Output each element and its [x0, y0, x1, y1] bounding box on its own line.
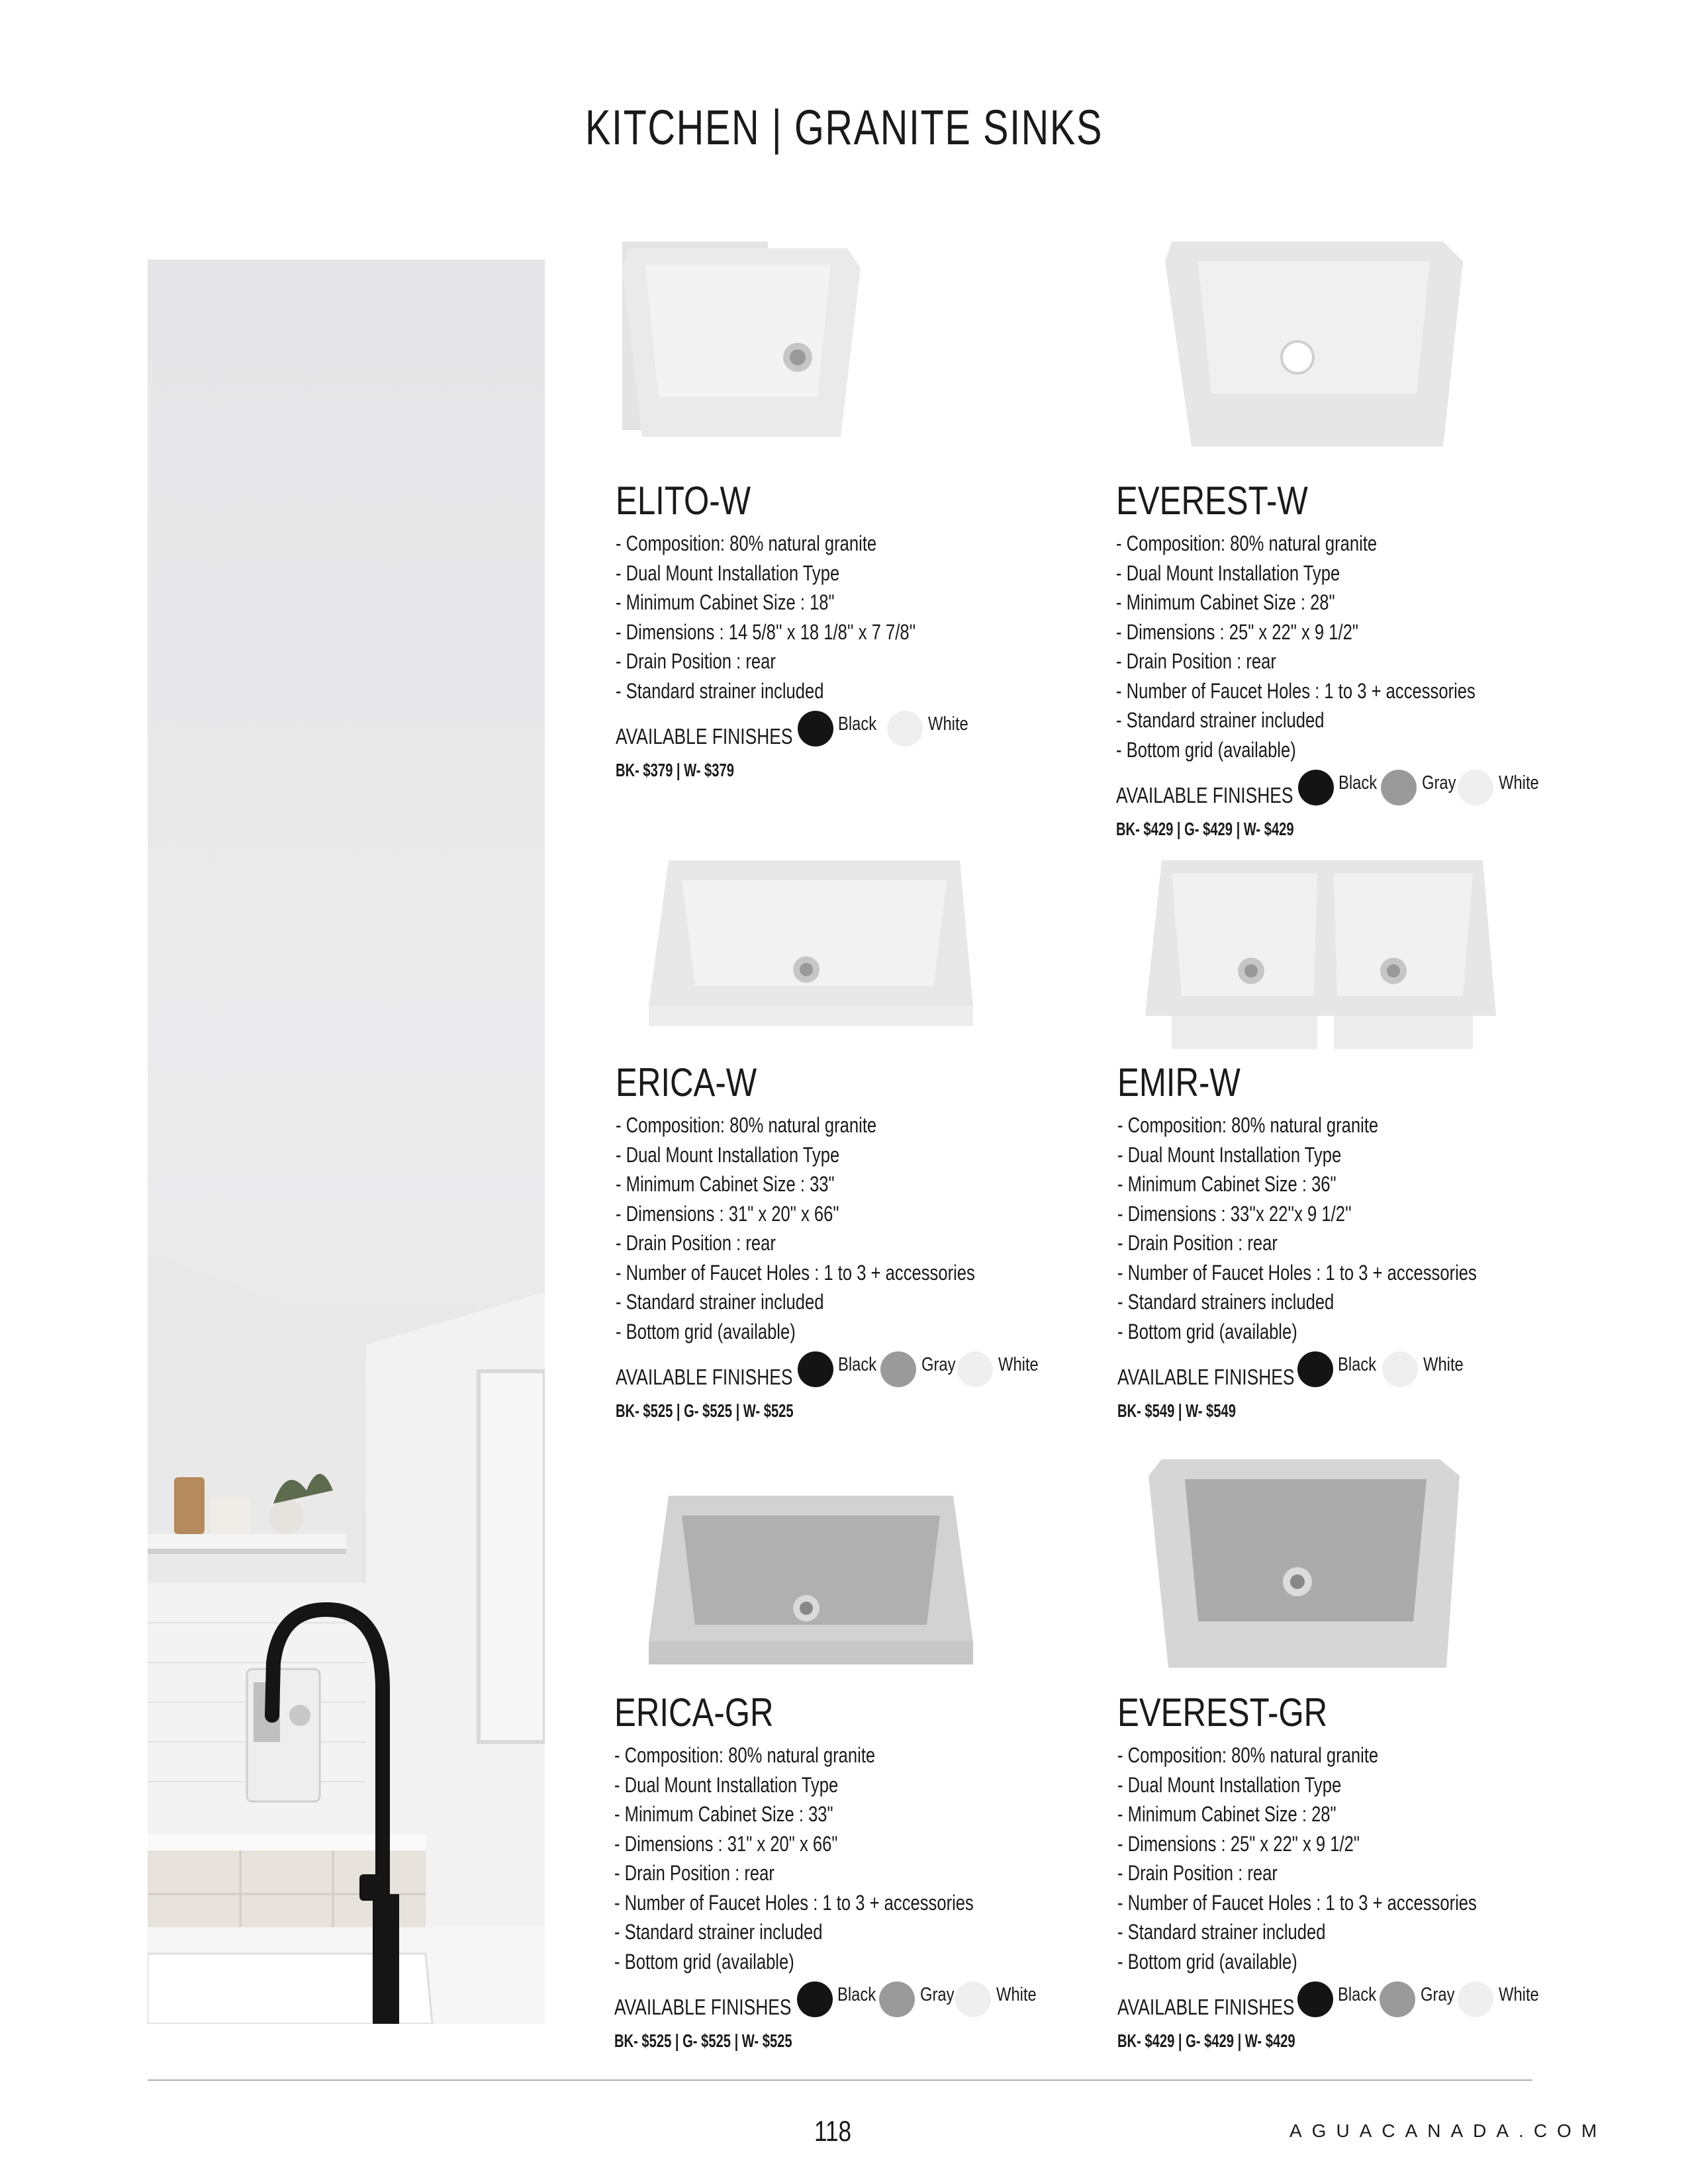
available-finishes	[614, 1981, 1091, 2025]
spec-item: - Composition: 80% natural granite	[1117, 1113, 1379, 1137]
spec-item: - Minimum Cabinet Size : 33"	[614, 1802, 833, 1826]
kitchen-lifestyle-photo	[148, 259, 545, 2024]
elito-w-image	[583, 238, 927, 463]
spec-item: - Bottom grid (available)	[616, 1319, 796, 1343]
black-swatch[interactable]	[798, 1351, 833, 1387]
product-erica-w	[616, 1062, 1092, 1422]
spec-item: - Composition: 80% natural granite	[1116, 531, 1378, 555]
spec-list	[614, 1741, 996, 1976]
spec-item: - Drain Position : rear	[616, 649, 776, 673]
spec-item: - Number of Faucet Holes : 1 to 3 + accessories	[1117, 1890, 1477, 1915]
spec-item: - Standard strainer included	[614, 1920, 823, 1944]
spec-item: - Number of Faucet Holes : 1 to 3 + accessories	[1117, 1260, 1477, 1285]
product-name: EMIR-W	[1117, 1060, 1241, 1105]
finishes-label: AVAILABLE FINISHES	[1117, 1995, 1295, 2019]
erica-w-image	[649, 854, 993, 1052]
available-finishes	[616, 711, 1092, 754]
spec-item: - Dual Mount Installation Type	[1117, 1142, 1342, 1167]
finish-label: Black	[1338, 1354, 1377, 1375]
finish-label: Black	[1338, 1984, 1377, 2005]
spec-item: - Dimensions : 31" x 20" x 66"	[616, 1201, 839, 1226]
finish-label: White	[998, 1354, 1039, 1375]
emir-w-image	[1145, 857, 1503, 1056]
spec-item: - Dual Mount Installation Type	[1116, 561, 1340, 585]
black-swatch[interactable]	[797, 1981, 833, 2017]
erica-gr-image	[649, 1496, 993, 1694]
black-swatch[interactable]	[798, 711, 833, 747]
finishes-label: AVAILABLE FINISHES	[1116, 783, 1293, 807]
finishes-label: AVAILABLE FINISHES	[1117, 1365, 1295, 1389]
everest-w-image	[1152, 235, 1496, 460]
spec-item: - Number of Faucet Holes : 1 to 3 + accessories	[616, 1260, 975, 1285]
page-number: 118	[814, 2115, 852, 2148]
spec-item: - Dimensions : 33''x 22''x 9 1/2''	[1117, 1201, 1352, 1226]
spec-item: - Dimensions : 31" x 20" x 66"	[614, 1831, 838, 1856]
finish-label: White	[996, 1984, 1037, 2005]
gray-swatch[interactable]	[880, 1351, 916, 1387]
spec-item: - Minimum Cabinet Size : 18"	[616, 590, 835, 614]
spec-item: - Minimum Cabinet Size : 36"	[1117, 1172, 1336, 1196]
footer-divider	[148, 2079, 1532, 2081]
available-finishes	[1116, 770, 1593, 813]
finishes-label: AVAILABLE FINISHES	[614, 1995, 792, 2019]
price: BK- $429 | G- $429 | W- $429	[1116, 819, 1294, 839]
black-swatch[interactable]	[1297, 1981, 1333, 2017]
gray-swatch[interactable]	[879, 1981, 915, 2017]
spec-item: - Bottom grid (available)	[614, 1949, 794, 1974]
spec-item: - Dual Mount Installation Type	[616, 1142, 840, 1167]
price: BK- $525 | G- $525 | W- $525	[616, 1400, 794, 1421]
finish-label: White	[1423, 1354, 1464, 1375]
spec-item: - Drain Position : rear	[614, 1861, 774, 1885]
product-name: EVEREST-W	[1116, 478, 1308, 523]
white-swatch[interactable]	[1382, 1351, 1418, 1387]
spec-item: - Dual Mount Installation Type	[614, 1772, 839, 1797]
spec-list	[1116, 529, 1497, 764]
available-finishes	[1117, 1981, 1594, 2025]
product-name: EVEREST-GR	[1117, 1690, 1328, 1735]
spec-item: - Bottom grid (available)	[1117, 1319, 1297, 1343]
white-swatch[interactable]	[887, 711, 923, 747]
spec-item: - Composition: 80% natural granite	[616, 531, 877, 555]
finish-label: Black	[1338, 772, 1378, 794]
website-link[interactable]: AGUACANADA.COM	[1289, 2120, 1607, 2141]
product-name: ERICA-GR	[614, 1690, 774, 1735]
white-swatch[interactable]	[1458, 770, 1493, 805]
finishes-label: AVAILABLE FINISHES	[616, 724, 793, 749]
available-finishes	[1117, 1351, 1594, 1395]
spec-item: - Number of Faucet Holes : 1 to 3 + accessories	[614, 1890, 974, 1915]
finish-label: Gray	[1421, 1984, 1455, 2005]
finish-label: Gray	[921, 1354, 956, 1375]
spec-item: - Minimum Cabinet Size : 28"	[1117, 1802, 1336, 1826]
spec-item: - Minimum Cabinet Size : 33"	[616, 1172, 835, 1196]
spec-item: - Bottom grid (available)	[1117, 1949, 1297, 1974]
spec-item: - Drain Position : rear	[1117, 1861, 1278, 1885]
finish-label: White	[1499, 1984, 1539, 2005]
spec-item: - Minimum Cabinet Size : 28"	[1116, 590, 1335, 614]
price: BK- $525 | G- $525 | W- $525	[614, 2030, 792, 2051]
price: BK- $379 | W- $379	[616, 760, 734, 780]
everest-gr-image	[1149, 1456, 1460, 1674]
price: BK- $429 | G- $429 | W- $429	[1117, 2030, 1295, 2051]
product-erica-gr	[614, 1692, 1091, 2052]
available-finishes	[616, 1351, 1092, 1395]
spec-item: - Standard strainers included	[1117, 1290, 1335, 1314]
spec-item: - Composition: 80% natural granite	[614, 1743, 876, 1767]
spec-item: - Drain Position : rear	[1117, 1231, 1278, 1255]
black-swatch[interactable]	[1297, 1351, 1333, 1387]
finish-label: Gray	[1422, 772, 1456, 794]
finish-label: Black	[838, 1354, 877, 1375]
spec-item: - Standard strainer included	[1116, 708, 1325, 732]
finish-label: White	[1499, 772, 1539, 794]
product-everest-w	[1116, 480, 1593, 840]
gray-swatch[interactable]	[1380, 1981, 1415, 2017]
spec-item: - Drain Position : rear	[1116, 649, 1276, 673]
gray-swatch[interactable]	[1381, 770, 1417, 805]
white-swatch[interactable]	[957, 1351, 993, 1387]
white-swatch[interactable]	[1458, 1981, 1493, 2017]
spec-item: - Dual Mount Installation Type	[616, 561, 840, 585]
spec-item: - Dimensions : 25" x 22" x 9 1/2"	[1117, 1831, 1360, 1856]
finish-label: Gray	[920, 1984, 955, 2005]
page-title: KITCHEN | GRANITE SINKS	[585, 100, 1103, 155]
product-name: ERICA-W	[616, 1060, 757, 1105]
price: BK- $549 | W- $549	[1117, 1400, 1236, 1421]
white-swatch[interactable]	[955, 1981, 991, 2017]
spec-item: - Drain Position : rear	[616, 1231, 776, 1255]
spec-list	[1117, 1111, 1499, 1346]
black-swatch[interactable]	[1298, 770, 1334, 805]
spec-item: - Standard strainer included	[1117, 1920, 1326, 1944]
spec-item: - Number of Faucet Holes : 1 to 3 + accessories	[1116, 678, 1476, 703]
spec-item: - Dimensions : 25" x 22" x 9 1/2"	[1116, 619, 1358, 644]
spec-item: - Dimensions : 14 5/8'' x 18 1/8'' x 7 7/8''	[616, 619, 916, 644]
product-elito-w	[616, 480, 1092, 781]
product-emir-w	[1117, 1062, 1594, 1422]
finishes-label: AVAILABLE FINISHES	[616, 1365, 793, 1389]
spec-list	[616, 529, 997, 705]
spec-list	[1117, 1741, 1499, 1976]
spec-list	[616, 1111, 997, 1346]
spec-item: - Composition: 80% natural granite	[616, 1113, 877, 1137]
spec-item: - Bottom grid (available)	[1116, 737, 1296, 762]
finish-label: Black	[837, 1984, 876, 2005]
product-name: ELITO-W	[616, 478, 751, 523]
product-everest-gr	[1117, 1692, 1594, 2052]
spec-item: - Standard strainer included	[616, 678, 824, 703]
spec-item: - Dual Mount Installation Type	[1117, 1772, 1342, 1797]
spec-item: - Standard strainer included	[616, 1290, 824, 1314]
finish-label: Black	[838, 713, 877, 735]
spec-item: - Composition: 80% natural granite	[1117, 1743, 1379, 1767]
finish-label: White	[928, 713, 968, 735]
